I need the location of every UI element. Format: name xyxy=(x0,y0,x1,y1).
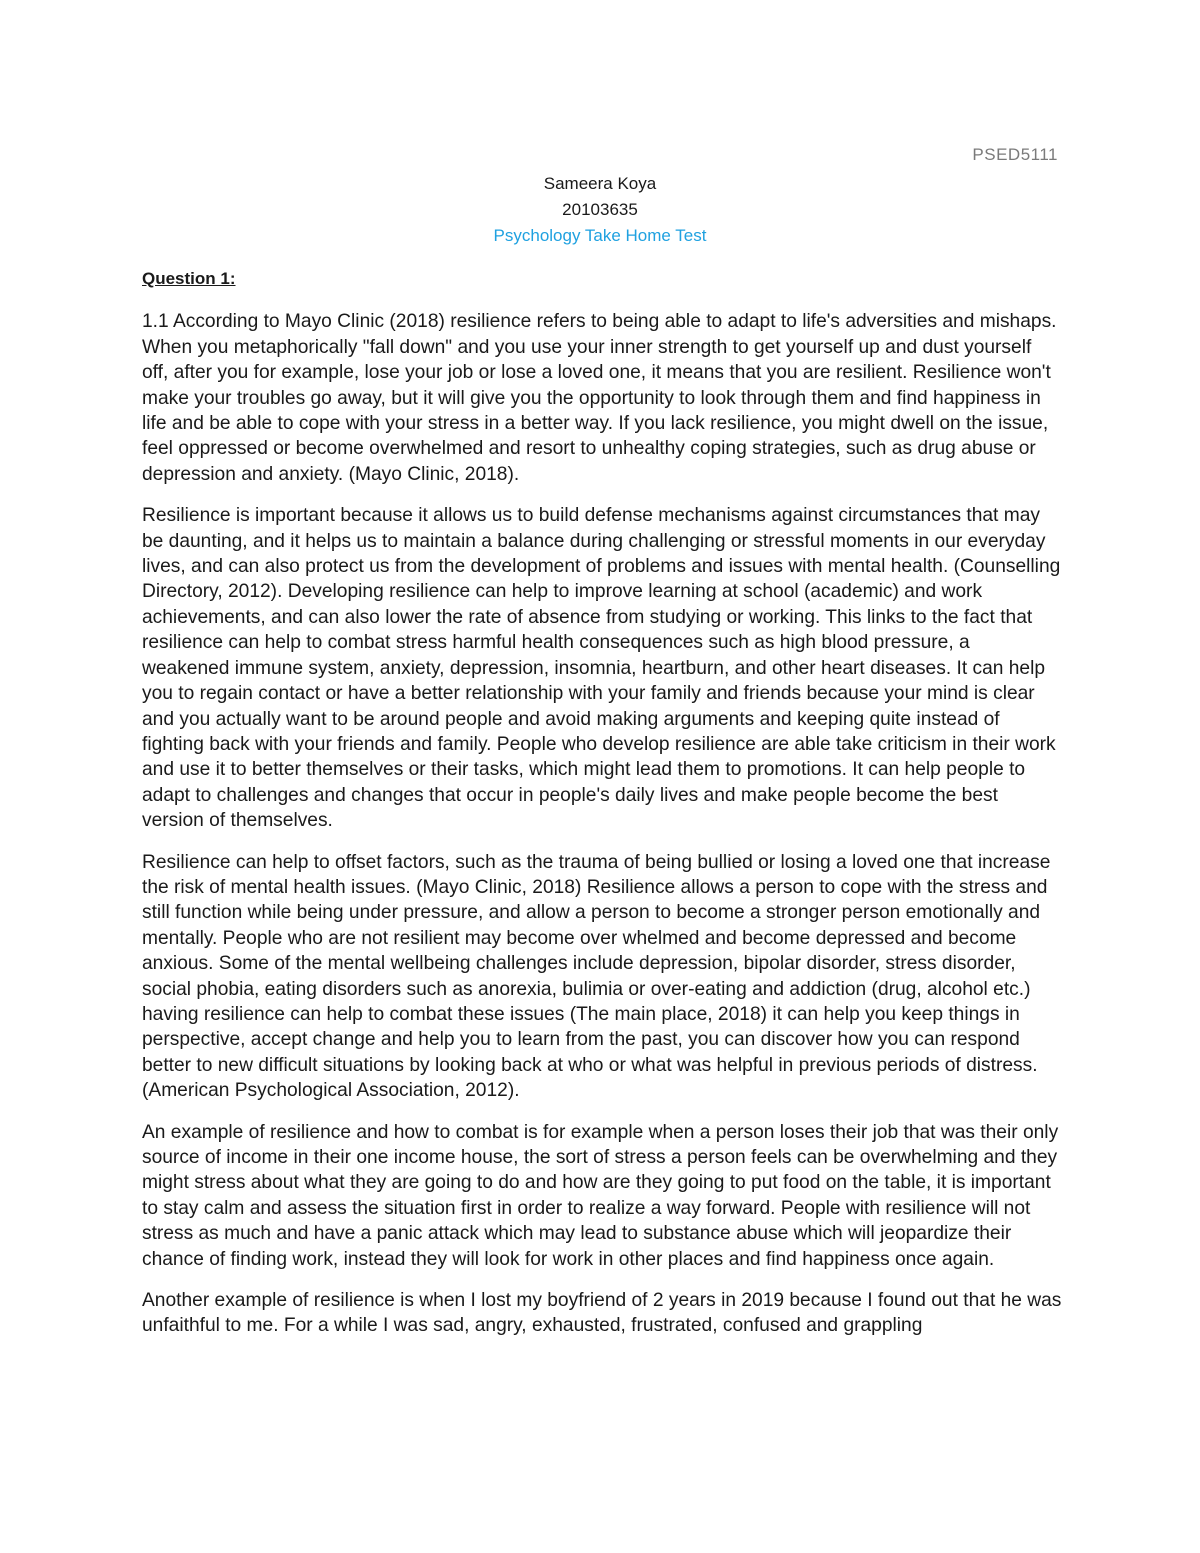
document-title: Psychology Take Home Test xyxy=(493,226,707,245)
course-code: PSED5111 xyxy=(972,145,1058,164)
student-number: 20103635 xyxy=(562,200,638,219)
paragraph-1: 1.1 According to Mayo Clinic (2018) resilience refers to being able to adapt to life's adversities and mishaps. When you metaphorically "fall down" and you use your inner strength to get yourself up and dust yourself off, after you for example, lose your job or lose a loved one, it means that you are resilient. Resilience won't make your troubles go away, but it will give you the opportunity to look through them and find happiness in life and be able to cope with your stress in a better way. If you lack resilience, you might dwell on the issue, feel oppressed or become overwhelmed and resort to unhealthy coping strategies, such as drug abuse or depression and anxiety. (Mayo Clinic, 2018). xyxy=(142,311,1057,485)
paragraph-4: An example of resilience and how to combat is for example when a person loses their job that was their only source of income in their one income house, the sort of stress a person feels can be overwhelming and they might stress about what they are going to do and how are they going to put food on the table, it is important to stay calm and assess the situation first in order to realize a way forward. People with resilience will not stress as much and have a panic attack which may lead to substance abuse which will jeopardize their chance of finding work, instead they will look for work in other places and find happiness once again. xyxy=(142,1121,1059,1270)
document-body xyxy=(142,266,1062,1355)
student-name: Sameera Koya xyxy=(543,174,657,193)
paragraph-5: Another example of resilience is when I lost my boyfriend of 2 years in 2019 because I found out that he was unfaithful to me. For a while I was sad, angry, exhausted, frustrated, confused and grappling xyxy=(142,1290,1062,1337)
paragraph-2: Resilience is important because it allows us to build defense mechanisms against circumstances that may be daunting, and it helps us to maintain a balance during challenging or stressful moments in our everyday lives, and can also protect us from the development of problems and issues with mental health. (Counselling Directory, 2012). Developing resilience can help to improve learning at school (academic) and work achievements, and can also lower the rate of absence from studying or working. This links to the fact that resilience can help to combat stress harmful health consequences such as high blood pressure, a weakened immune system, anxiety, depression, insomnia, heartburn, and other heart diseases. It can help you to regain contact or have a better relationship with your family and friends because your mind is clear and you actually want to be around people and avoid making arguments and keeping quite instead of fighting back with your friends and family. People who develop resilience are able take criticism in their work and use it to better themselves or their tasks, which might lead them to promotions. It can help people to adapt to challenges and changes that occur in people's daily lives and make people become the best version of themselves. xyxy=(142,505,1061,832)
paragraph-3: Resilience can help to offset factors, such as the trauma of being bullied or losing a loved one that increase the risk of mental health issues. (Mayo Clinic, 2018) Resilience allows a person to cope with the stress and still function while being under pressure, and allow a person to become a stronger person emotionally and mentally. People who are not resilient may become over whelmed and become depressed and become anxious. Some of the mental wellbeing challenges include depression, bipolar disorder, stress disorder, social phobia, eating disorders such as anorexia, bulimia or over-eating and addiction (drug, alcohol etc.) having resilience can help to combat these issues (The main place, 2018) it can help you keep things in perspective, accept change and help you to learn from the past, you can discover how you can respond better to new difficult situations by looking back at who or what was helpful in previous periods of distress. (American Psychological Association, 2012). xyxy=(142,851,1051,1102)
question-heading: Question 1: xyxy=(142,269,236,288)
document-header xyxy=(0,171,1200,249)
